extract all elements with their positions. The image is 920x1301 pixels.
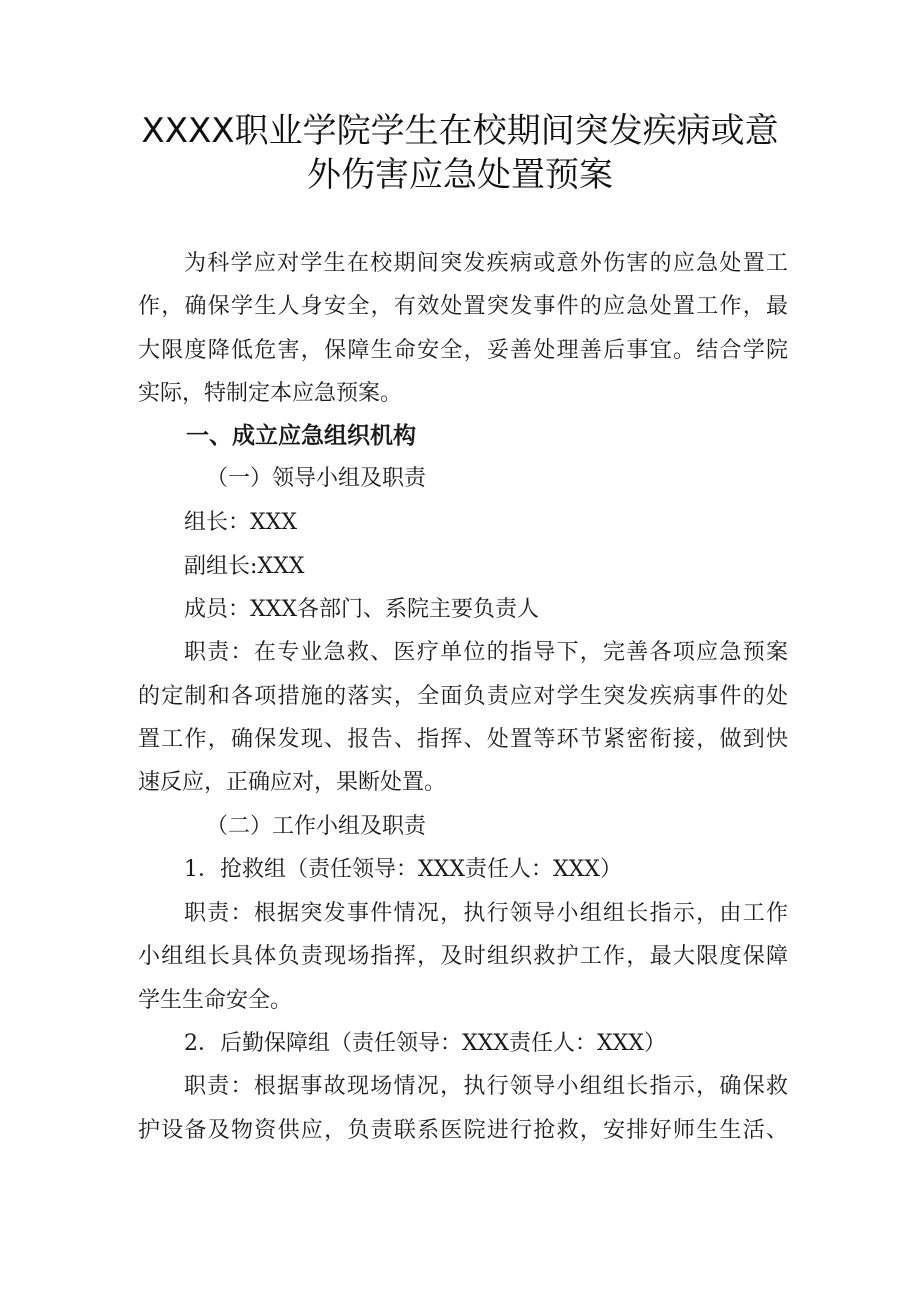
group-1-title: 1．抢救组（责任领导：XXX责任人：XXX） xyxy=(184,857,622,882)
document-title-line-1: XXXX职业学院学生在校期间突发疾病或意 xyxy=(141,111,779,151)
section-heading: 一、成立应急组织机构 xyxy=(186,423,416,449)
intro-line-4: 实际，特制定本应急预案。 xyxy=(138,381,403,406)
subsection-heading-2: （二）工作小组及职责 xyxy=(206,814,427,839)
document-title-line-2: 外伤害应急处置预案 xyxy=(307,155,613,195)
leader-duties-line-4: 速反应，正确应对，果断处置。 xyxy=(138,770,447,795)
group-2-duties-line-2: 护设备及物资供应，负责联系医院进行抢救，安排好师生生活、 xyxy=(138,1118,788,1143)
leader-duties-line-3: 置工作，确保发现、报告、指挥、处置等环节紧密衔接，做到快 xyxy=(138,727,788,752)
intro-line-1: 为科学应对学生在校期间突发疾病或意外伤害的应急处置工 xyxy=(184,251,788,276)
group-1-duties-line-3: 学生生命安全。 xyxy=(138,988,293,1013)
group-2-title: 2．后勤保障组（责任领导：XXX责任人：XXX） xyxy=(184,1031,666,1056)
deputy-leader-line: 副组长:XXX xyxy=(184,554,305,579)
group-1-duties-line-2: 小组组长具体负责现场指挥，及时组织救护工作，最大限度保障 xyxy=(138,944,788,969)
leader-line: 组长：XXX xyxy=(184,510,297,535)
group-1-duties-line-1: 职责：根据突发事件情况，执行领导小组组长指示，由工作 xyxy=(184,901,788,926)
subsection-heading-1: （一）领导小组及职责 xyxy=(206,466,427,491)
intro-line-3: 大限度降低危害，保障生命安全，妥善处理善后事宜。结合学院 xyxy=(138,338,788,363)
leader-duties-line-1: 职责：在专业急救、医疗单位的指导下，完善各项应急预案 xyxy=(184,640,788,665)
intro-line-2: 作，确保学生人身安全，有效处置突发事件的应急处置工作，最 xyxy=(138,294,788,319)
leader-duties-line-2: 的定制和各项措施的落实，全面负责应对学生突发疾病事件的处 xyxy=(138,684,788,709)
members-line: 成员：XXX各部门、系院主要负责人 xyxy=(184,597,539,622)
group-2-duties-line-1: 职责：根据事故现场情况，执行领导小组组长指示，确保救 xyxy=(184,1074,788,1099)
